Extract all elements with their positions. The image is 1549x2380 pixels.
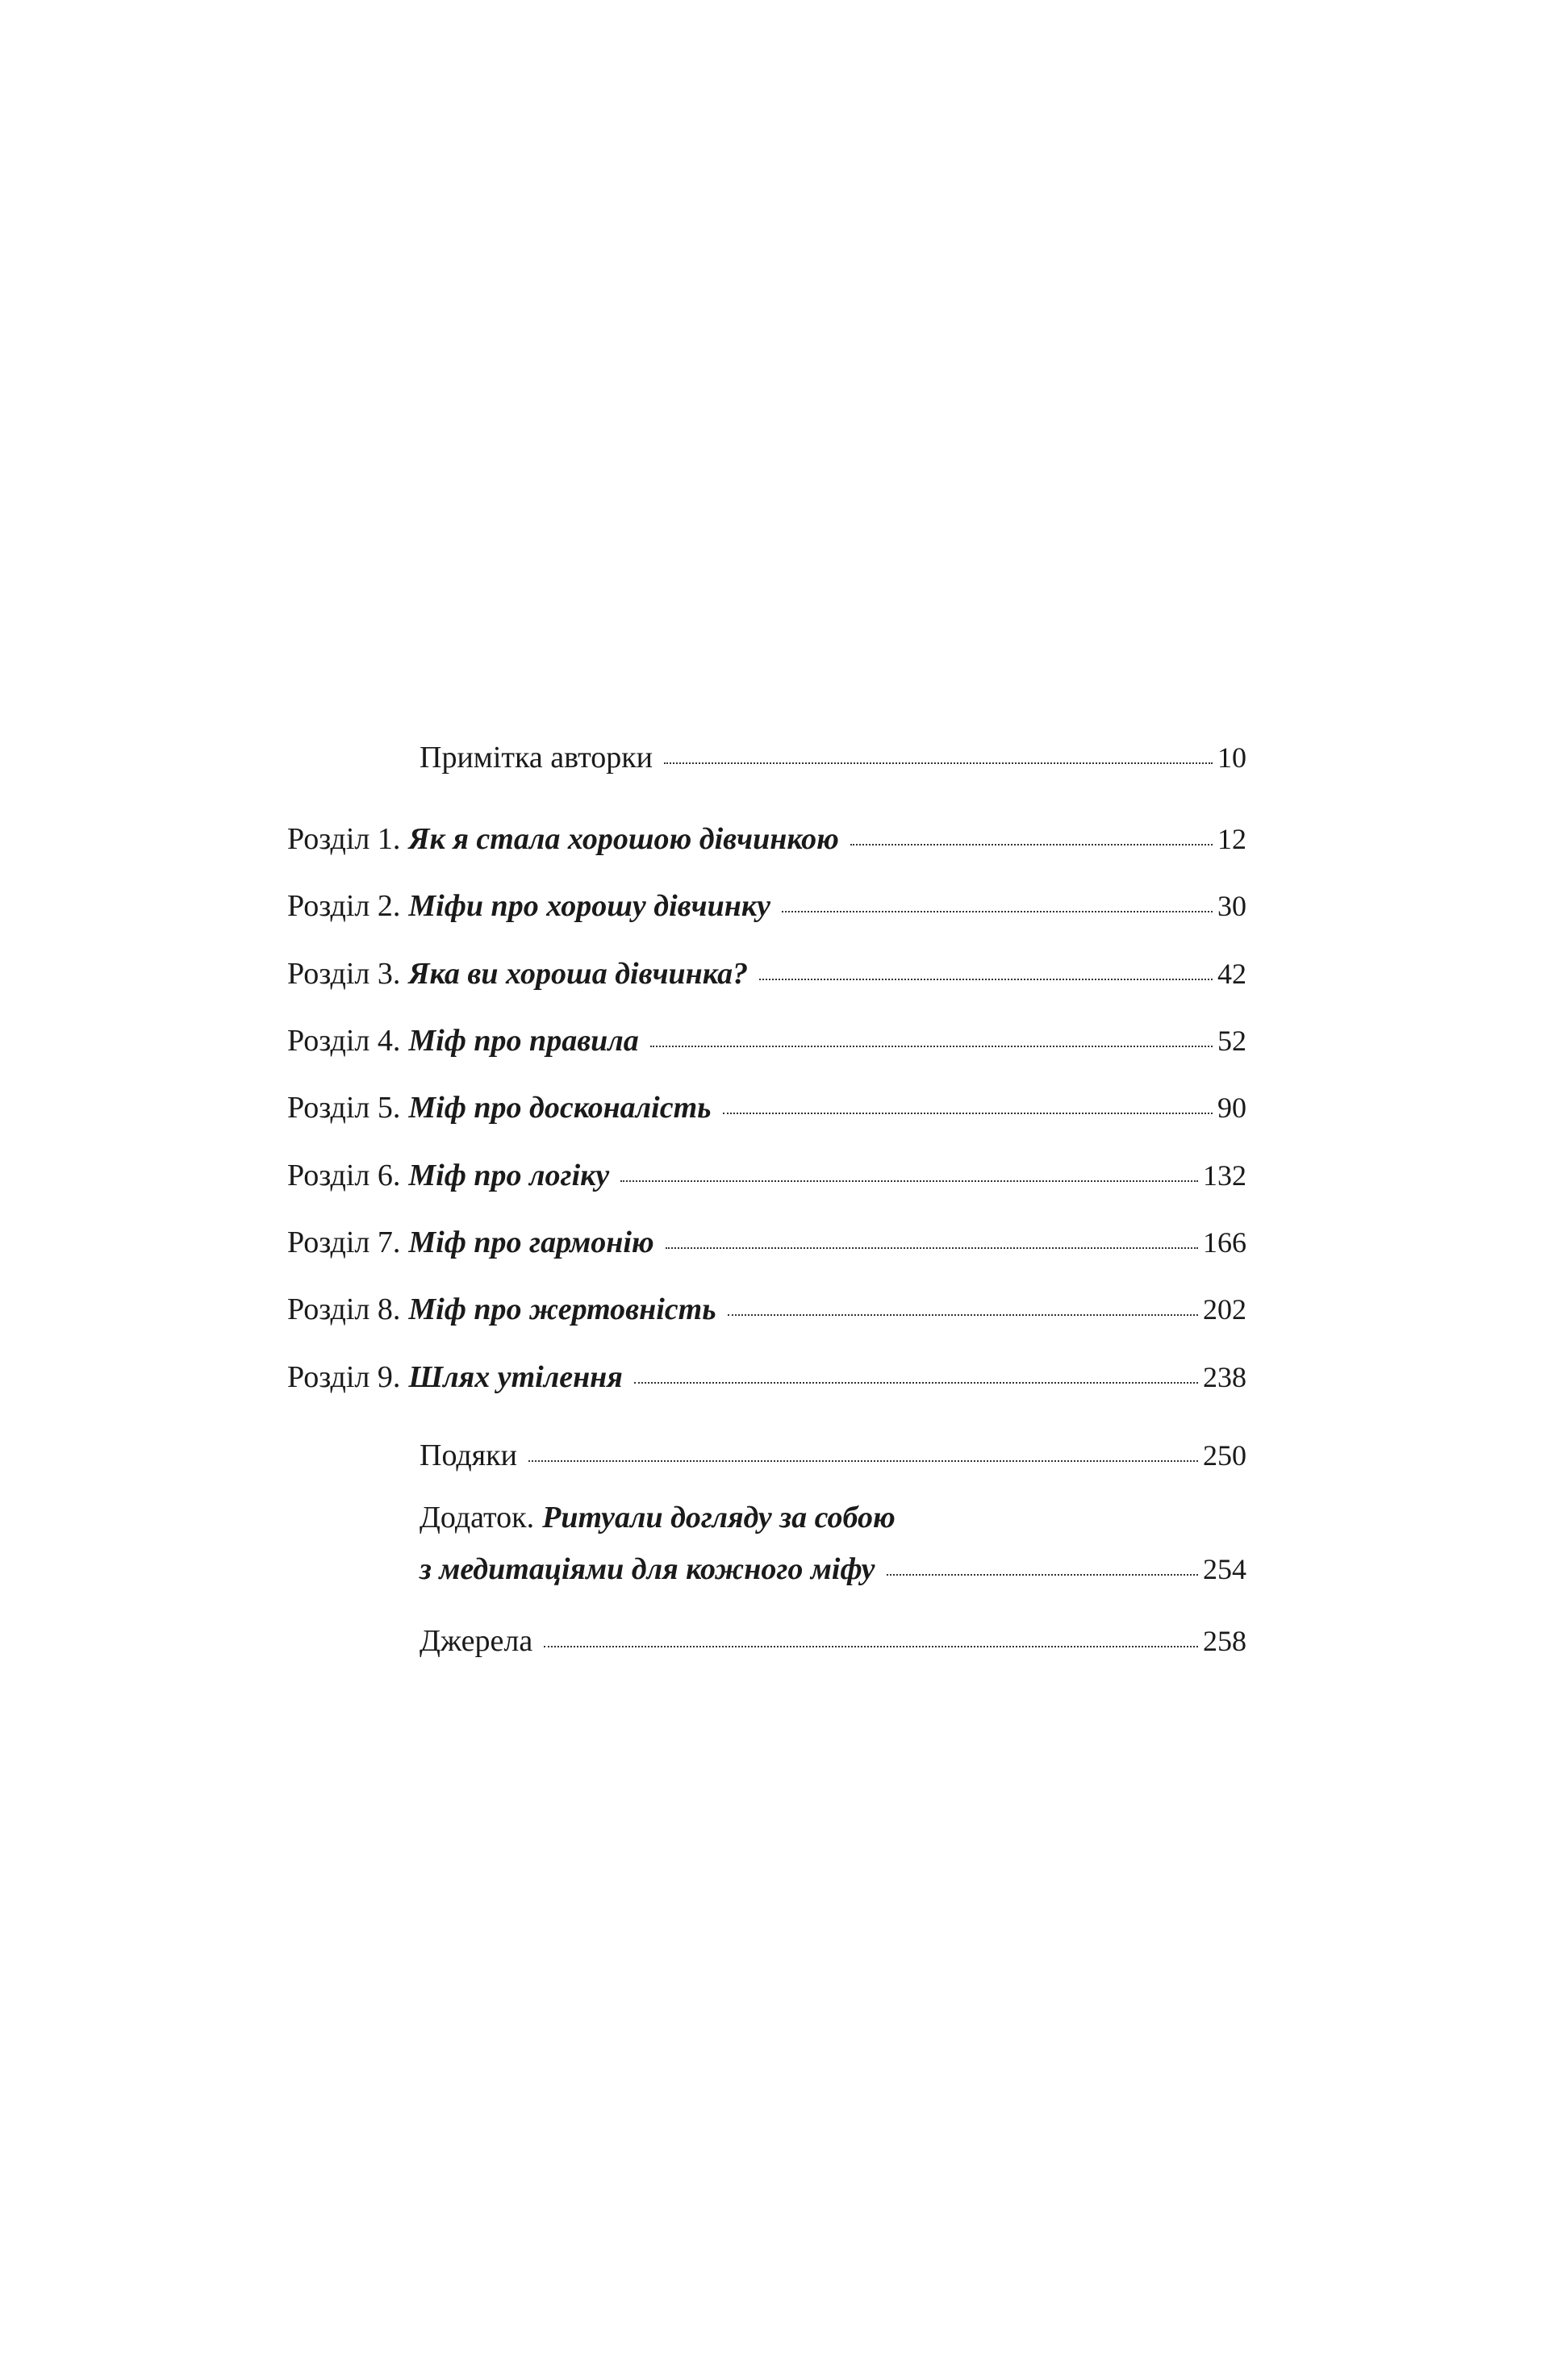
toc-page-number: 166 [1203,1226,1246,1259]
chapter-title: Шлях утілення [408,1360,623,1394]
dot-leader [664,762,1213,764]
dot-leader [544,1646,1198,1647]
dot-leader [728,1314,1198,1316]
chapter-prefix: Розділ 9. [287,1360,401,1394]
toc-entry-author-note [420,742,1246,773]
toc-entry-chapter-6 [287,1160,1246,1191]
dot-leader [634,1382,1198,1384]
toc-entry-sources [420,1626,1246,1656]
dot-leader [666,1247,1198,1249]
toc-page-number: 250 [1203,1439,1246,1472]
toc-entry-chapter-3 [287,958,1246,989]
toc-entry-chapter-1 [287,824,1246,854]
appendix-second-line [420,1554,1246,1585]
toc-page-number: 202 [1203,1293,1246,1326]
appendix-title-line2: з медитаціями для кожного міфу [420,1552,875,1586]
toc-page-number: 254 [1203,1553,1246,1585]
toc-page-number: 30 [1217,890,1246,922]
toc-entry-chapter-8 [287,1294,1246,1325]
chapter-prefix: Розділ 7. [287,1225,401,1259]
toc-entry-chapter-7 [287,1227,1246,1258]
chapter-title: Як я стала хорошою дівчинкою [408,822,839,856]
dot-leader [782,911,1213,912]
chapter-prefix: Розділ 1. [287,822,401,856]
dot-leader [528,1460,1198,1462]
toc-entry-label: Подяки [420,1438,517,1472]
chapter-title: Міф про гармонію [408,1225,654,1259]
toc-entry-chapter-2 [287,891,1246,921]
dot-leader [887,1574,1198,1576]
toc-page-number: 238 [1203,1361,1246,1393]
toc-entry-appendix [420,1502,1246,1585]
toc-page-number: 10 [1217,741,1246,774]
chapter-prefix: Розділ 2. [287,889,401,923]
chapter-title: Яка ви хороша дівчинка? [408,957,749,991]
toc-entry-chapter-5 [287,1092,1246,1123]
toc-page-number: 90 [1217,1092,1246,1124]
chapter-title: Міф про логіку [408,1159,610,1192]
chapter-title: Міф про правила [408,1024,639,1058]
toc-entry-label: Примітка авторки [420,741,653,775]
dot-leader [650,1046,1213,1047]
toc-entry-chapter-9 [287,1362,1246,1393]
toc-entry-label: Джерела [420,1624,533,1658]
toc-entry-chapter-4 [287,1025,1246,1056]
toc-page-number: 52 [1217,1025,1246,1057]
chapter-prefix: Розділ 8. [287,1292,401,1326]
appendix-title-line1: Ритуали догляду за собою [542,1501,896,1534]
chapter-prefix: Розділ 3. [287,957,401,991]
dot-leader [620,1180,1198,1182]
dot-leader [850,844,1213,846]
chapter-title: Міф про жертовність [408,1292,716,1326]
chapter-title: Міф про досконалість [408,1091,712,1125]
toc-page-number: 132 [1203,1159,1246,1192]
toc-page-number: 258 [1203,1625,1246,1657]
chapter-prefix: Розділ 6. [287,1159,401,1192]
toc-page-number: 12 [1217,823,1246,855]
chapter-title: Міфи про хорошу дівчинку [408,889,770,923]
toc-entry-thanks [420,1440,1246,1471]
appendix-prefix: Додаток. [420,1501,535,1534]
chapter-prefix: Розділ 5. [287,1091,401,1125]
dot-leader [759,979,1213,980]
dot-leader [723,1113,1213,1114]
chapter-prefix: Розділ 4. [287,1024,401,1058]
appendix-first-line [420,1502,1246,1533]
toc-page-number: 42 [1217,958,1246,990]
